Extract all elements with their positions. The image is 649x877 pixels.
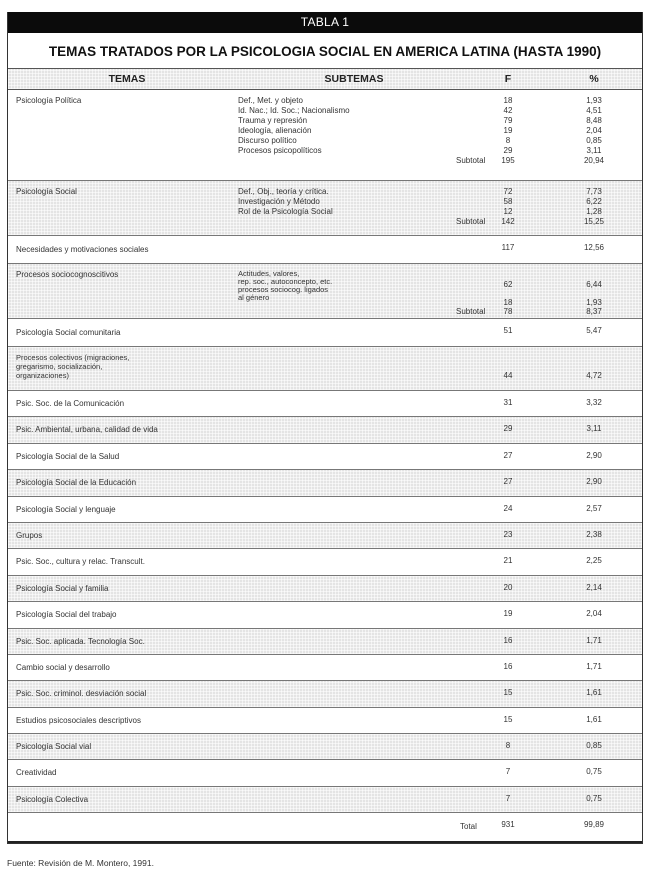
f-value: 62 — [503, 280, 513, 289]
pct-value: 1,71 — [586, 661, 602, 671]
pct-cell — [546, 96, 642, 180]
f-value: 18 — [503, 298, 513, 307]
table-row — [8, 236, 642, 264]
pct-cell — [546, 353, 642, 390]
f-value: 42 — [503, 106, 513, 115]
tema-label: Procesos sociocognoscitivos — [16, 270, 119, 279]
subtotal-label: Subtotal — [456, 307, 486, 316]
tema-label: gregarismo, socialización, — [16, 362, 103, 371]
f-value: 21 — [503, 556, 513, 566]
pct-cell — [546, 187, 642, 235]
subtotal-label: Subtotal — [456, 217, 486, 226]
pct-value: 7,73 — [586, 187, 602, 196]
pct-value: 6,44 — [586, 280, 602, 289]
subtema-cell — [238, 497, 470, 522]
pct-value: 0,75 — [586, 767, 602, 777]
subtema-cell — [238, 353, 470, 390]
table-row — [8, 523, 642, 549]
tema-label: Psic. Soc. de la Comunicación — [16, 399, 125, 408]
subtema-cell — [238, 549, 470, 574]
data-table — [7, 12, 643, 844]
pct-value: 2,38 — [586, 529, 602, 539]
pct-value: 3,32 — [586, 398, 602, 407]
f-value: 29 — [503, 424, 513, 434]
tema-label: Estudios psicosociales descriptivos — [16, 715, 141, 725]
header-f: F — [504, 73, 512, 85]
tema-label: Psic. Soc. criminol. desviación social — [16, 689, 147, 699]
pct-value: 8,48 — [586, 116, 602, 125]
table-row — [8, 629, 642, 655]
pct-cell — [546, 270, 642, 318]
subtema-cell — [238, 417, 470, 442]
subtema-cell — [238, 708, 470, 733]
subtema-cell — [238, 187, 470, 235]
table-row — [8, 602, 642, 628]
subtema-label: Def., Obj., teoría y crítica. — [238, 187, 329, 196]
subtotal-pct: 15,25 — [583, 217, 605, 226]
pct-value: 5,47 — [586, 326, 602, 335]
subtema-cell — [238, 96, 470, 180]
header-pct: % — [589, 73, 599, 85]
tema-cell — [8, 187, 238, 235]
table-row-group — [8, 264, 642, 319]
tema-label: Psicología Social — [16, 187, 77, 196]
subtema-cell — [238, 734, 470, 759]
subtema-cell — [238, 523, 470, 548]
f-value: 19 — [503, 609, 513, 619]
f-cell — [470, 187, 546, 235]
f-value: 15 — [503, 714, 513, 724]
subtema-cell — [238, 760, 470, 785]
pct-value: 1,61 — [586, 688, 602, 698]
tema-cell — [8, 96, 238, 180]
total-row — [8, 813, 642, 843]
subtema-cell — [238, 391, 470, 416]
pct-value: 2,90 — [586, 477, 602, 487]
pct-value: 4,51 — [586, 106, 602, 115]
subtema-label: al género — [238, 293, 270, 302]
f-value: 72 — [503, 187, 513, 196]
subtema-label: Trauma y represión — [238, 116, 308, 125]
f-value: 29 — [503, 146, 513, 155]
table-row — [8, 549, 642, 575]
f-value: 7 — [505, 793, 511, 803]
table-row — [8, 391, 642, 417]
subtema-label: Id. Nac.; Id. Soc.; Nacionalismo — [238, 106, 350, 115]
subtema-cell — [238, 787, 470, 812]
table-header-row — [8, 69, 642, 90]
header-subtemas: SUBTEMAS — [324, 73, 384, 85]
header-temas: TEMAS — [108, 73, 146, 85]
tema-label: Psicología Colectiva — [16, 794, 89, 804]
pct-value: 0,75 — [586, 793, 602, 803]
total-pct: 99,89 — [583, 820, 605, 830]
subtema-cell — [238, 444, 470, 469]
f-value: 31 — [503, 398, 513, 407]
subtema-cell — [238, 270, 470, 318]
pct-value: 0,85 — [586, 741, 602, 751]
subtema-label: Actitudes, valores, — [238, 269, 300, 278]
pct-value: 3,11 — [586, 424, 602, 434]
subtema-cell — [238, 681, 470, 706]
subtotal-f: 195 — [501, 156, 515, 165]
tema-label: Procesos colectivos (migraciones, — [16, 353, 130, 362]
subtotal-f: 142 — [501, 217, 515, 226]
subtema-label: rep. soc., autoconcepto, etc. — [238, 277, 333, 286]
subtema-cell — [238, 602, 470, 627]
f-value: 8 — [505, 741, 511, 751]
f-value: 15 — [503, 688, 513, 698]
pct-value: 2,04 — [586, 609, 602, 619]
tema-label: Psicología Política — [16, 96, 82, 105]
simple-rows — [8, 391, 642, 813]
pct-value: 12,56 — [583, 243, 605, 252]
f-cell — [470, 353, 546, 390]
tema-label: organizaciones) — [16, 371, 69, 380]
table-row — [8, 319, 642, 347]
subtema-label: Investigación y Método — [238, 197, 320, 206]
f-value: 19 — [503, 126, 513, 135]
subtema-cell — [238, 319, 470, 346]
subtema-cell — [238, 470, 470, 495]
pct-value: 1,93 — [586, 298, 602, 307]
f-value: 12 — [503, 207, 513, 216]
table-row — [8, 787, 642, 813]
table-row — [8, 444, 642, 470]
tema-label: Psic. Soc. aplicada. Tecnología Soc. — [16, 636, 145, 646]
subtotal-label: Subtotal — [456, 156, 486, 165]
f-value: 44 — [503, 371, 513, 380]
total-f: 931 — [501, 820, 515, 830]
subtema-cell — [238, 813, 470, 841]
total-label: Total — [460, 822, 477, 832]
table-row-group — [8, 90, 642, 181]
subtotal-pct: 20,94 — [583, 156, 605, 165]
table-row — [8, 708, 642, 734]
tema-label: Creatividad — [16, 768, 57, 778]
tema-label: Psic. Ambiental, urbana, calidad de vida — [16, 425, 158, 435]
pct-value: 2,04 — [586, 126, 602, 135]
f-value: 58 — [503, 197, 513, 206]
table-row — [8, 760, 642, 786]
tema-cell — [8, 353, 238, 390]
f-value: 20 — [503, 582, 513, 592]
subtema-label: Procesos psicopolíticos — [238, 146, 322, 155]
f-value: 16 — [503, 661, 513, 671]
f-value: 23 — [503, 529, 513, 539]
pct-value: 2,14 — [586, 582, 602, 592]
subtema-label: Ideología, alienación — [238, 126, 312, 135]
tema-label: Psicología Social vial — [16, 742, 92, 752]
subtema-label: Def., Met. y objeto — [238, 96, 303, 105]
pct-value: 1,93 — [586, 96, 602, 105]
source-note: Fuente: Revisión de M. Montero, 1991. — [7, 858, 154, 868]
f-value: 79 — [503, 116, 513, 125]
tema-label: Grupos — [16, 530, 43, 540]
f-value: 16 — [503, 635, 513, 645]
f-value: 27 — [503, 477, 513, 487]
pct-value: 4,72 — [586, 371, 602, 380]
table-row — [8, 347, 642, 391]
tema-label: Psicología Social del trabajo — [16, 610, 117, 620]
table-title: TEMAS TRATADOS POR LA PSICOLOGIA SOCIAL EN AMERICA LATINA (HASTA 1990) — [8, 33, 642, 69]
pct-value: 2,57 — [586, 503, 602, 513]
f-value: 8 — [505, 136, 511, 145]
subtema-label: procesos sociocog. ligados — [238, 285, 329, 294]
table-label: TABLA 1 — [8, 12, 642, 33]
pct-value: 0,85 — [586, 136, 602, 145]
f-value: 27 — [503, 450, 513, 460]
subtotal-pct: 8,37 — [586, 307, 602, 316]
table-row — [8, 576, 642, 602]
tema-label: Psicología Social de la Educación — [16, 478, 137, 488]
table-row-group — [8, 181, 642, 236]
tema-label: Psicología Social y lenguaje — [16, 504, 116, 514]
tema-label: Psicología Social de la Salud — [16, 451, 120, 461]
table-row — [8, 497, 642, 523]
pct-value: 6,22 — [586, 197, 602, 206]
tema-cell — [8, 270, 238, 318]
f-value: 51 — [503, 326, 513, 335]
tema-label: Psicología Social y familia — [16, 583, 109, 593]
pct-value: 1,71 — [586, 635, 602, 645]
f-value: 117 — [501, 243, 515, 252]
tema-label: Psic. Soc., cultura y relac. Transcult. — [16, 557, 145, 567]
pct-value: 2,90 — [586, 450, 602, 460]
subtotal-f: 78 — [503, 307, 513, 316]
f-cell — [470, 96, 546, 180]
pct-value: 1,61 — [586, 714, 602, 724]
tema-label: Psicología Social comunitaria — [16, 328, 121, 337]
tema-label: Necesidades y motivaciones sociales — [16, 245, 149, 254]
f-value: 24 — [503, 503, 513, 513]
f-value: 18 — [503, 96, 513, 105]
tema-label: Cambio social y desarrollo — [16, 662, 110, 672]
pct-value: 3,11 — [586, 146, 602, 155]
subtema-label: Discurso político — [238, 136, 297, 145]
tema-cell — [8, 813, 238, 841]
table-row — [8, 417, 642, 443]
pct-value: 1,28 — [586, 207, 602, 216]
table-row — [8, 655, 642, 681]
table-row — [8, 734, 642, 760]
subtema-label: Rol de la Psicología Social — [238, 207, 333, 216]
subtema-cell — [238, 236, 470, 263]
table-row — [8, 681, 642, 707]
subtema-cell — [238, 576, 470, 601]
pct-value: 2,25 — [586, 556, 602, 566]
subtema-cell — [238, 629, 470, 654]
subtema-cell — [238, 655, 470, 680]
table-row — [8, 470, 642, 496]
f-value: 7 — [505, 767, 511, 777]
